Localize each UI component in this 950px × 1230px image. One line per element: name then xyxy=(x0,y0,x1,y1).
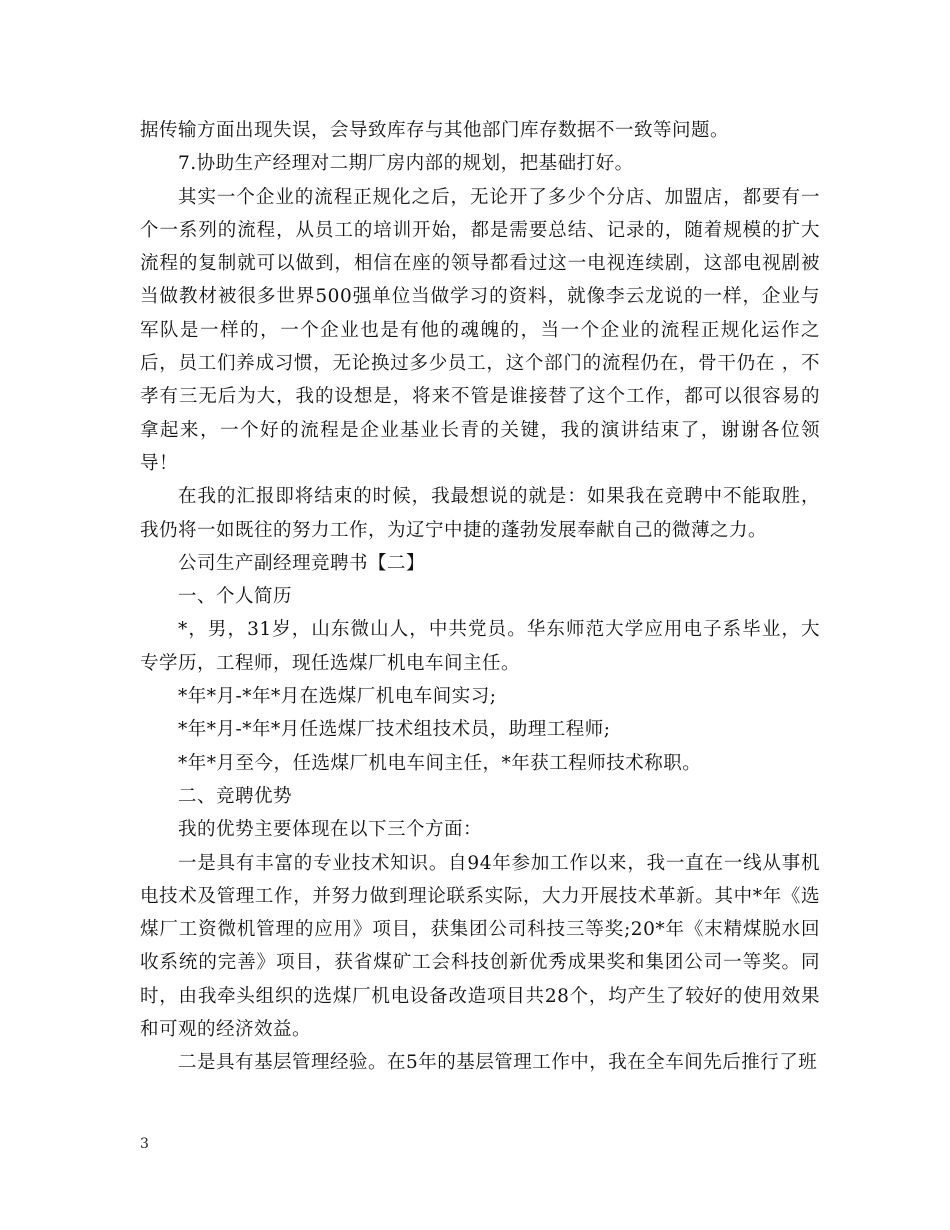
paragraph: 据传输方面出现失误，会导致库存与其他部门库存数据不一致等问题。 xyxy=(140,120,730,141)
paragraph: *，男，31岁，山东微山人，中共党员。华东师范大学应用电子系毕业，大专学历，工程师，现任选煤厂机电车间主任。 xyxy=(140,619,820,674)
paragraph: 其实一个企业的流程正规化之后，无论开了多少个分店、加盟店，都要有一个一系列的流程，从员工的培训开始，都是需要总结、记录的，随着规模的扩大流程的复制就可以做到，相信在座的领导都看过这一电视连续剧，这部电视剧被当做教材被很多世界500强单位当做学习的资料，就像李云龙说的一样，企业与军队是一样的，一个企业也是有他的魂魄的，当一个企业的流程正规化运作之后，员工们养成习惯，无论换过多少员工，这个部门的流程仍在，骨干仍在 ，不孝有三无后为大，我的设想是，将来不管是谁接替了这个工作，都可以很容易的拿起来，一个好的流程是企业基业长青的关键，我的演讲结束了，谢谢各位领导！ xyxy=(140,186,820,474)
paragraph: *年*月-*年*月在选煤厂机电车间实习; xyxy=(178,686,497,708)
paragraph: 一是具有丰富的专业技术知识。自94年参加工作以来，我一直在一线从事机电技术及管理工作，并努力做到理论联系实际，大力开展技术革新。其中*年《选煤厂工资微机管理的应用》项目，获集团公司科技三等奖;20*年《末精煤脱水回收系统的完善》项目，获省煤矿工会科技创新优秀成果奖和集团公司一等奖。同时，由我牵头组织的选煤厂机电设备改造项目共28个，均产生了较好的使用效果和可观的经济效益。 xyxy=(140,852,820,1041)
paragraph: 公司生产副经理竞聘书【二】 xyxy=(178,552,426,574)
paragraph: 在我的汇报即将结束的时候，我最想说的就是：如果我在竞聘中不能取胜，我仍将一如既往的努力工作，为辽宁中捷的蓬勃发展奉献自己的微薄之力。 xyxy=(140,486,820,541)
paragraph: 二、竞聘优势 xyxy=(178,785,293,807)
paragraph: 一、个人简历 xyxy=(178,586,293,608)
paragraph: 7.协助生产经理对二期厂房内部的规划，把基础打好。 xyxy=(178,153,634,175)
paragraph: 我的优势主要体现在以下三个方面： xyxy=(178,819,483,841)
paragraph: 二是具有基层管理经验。在5年的基层管理工作中，我在全车间先后推行了班 xyxy=(178,1052,818,1074)
paragraph: *年*月-*年*月任选煤厂技术组技术员，助理工程师; xyxy=(178,719,611,741)
document-body xyxy=(140,114,820,1080)
paragraph: *年*月至今，任选煤厂机电车间主任，*年获工程师技术称职。 xyxy=(178,752,702,774)
page-number: 3 xyxy=(140,1136,149,1152)
